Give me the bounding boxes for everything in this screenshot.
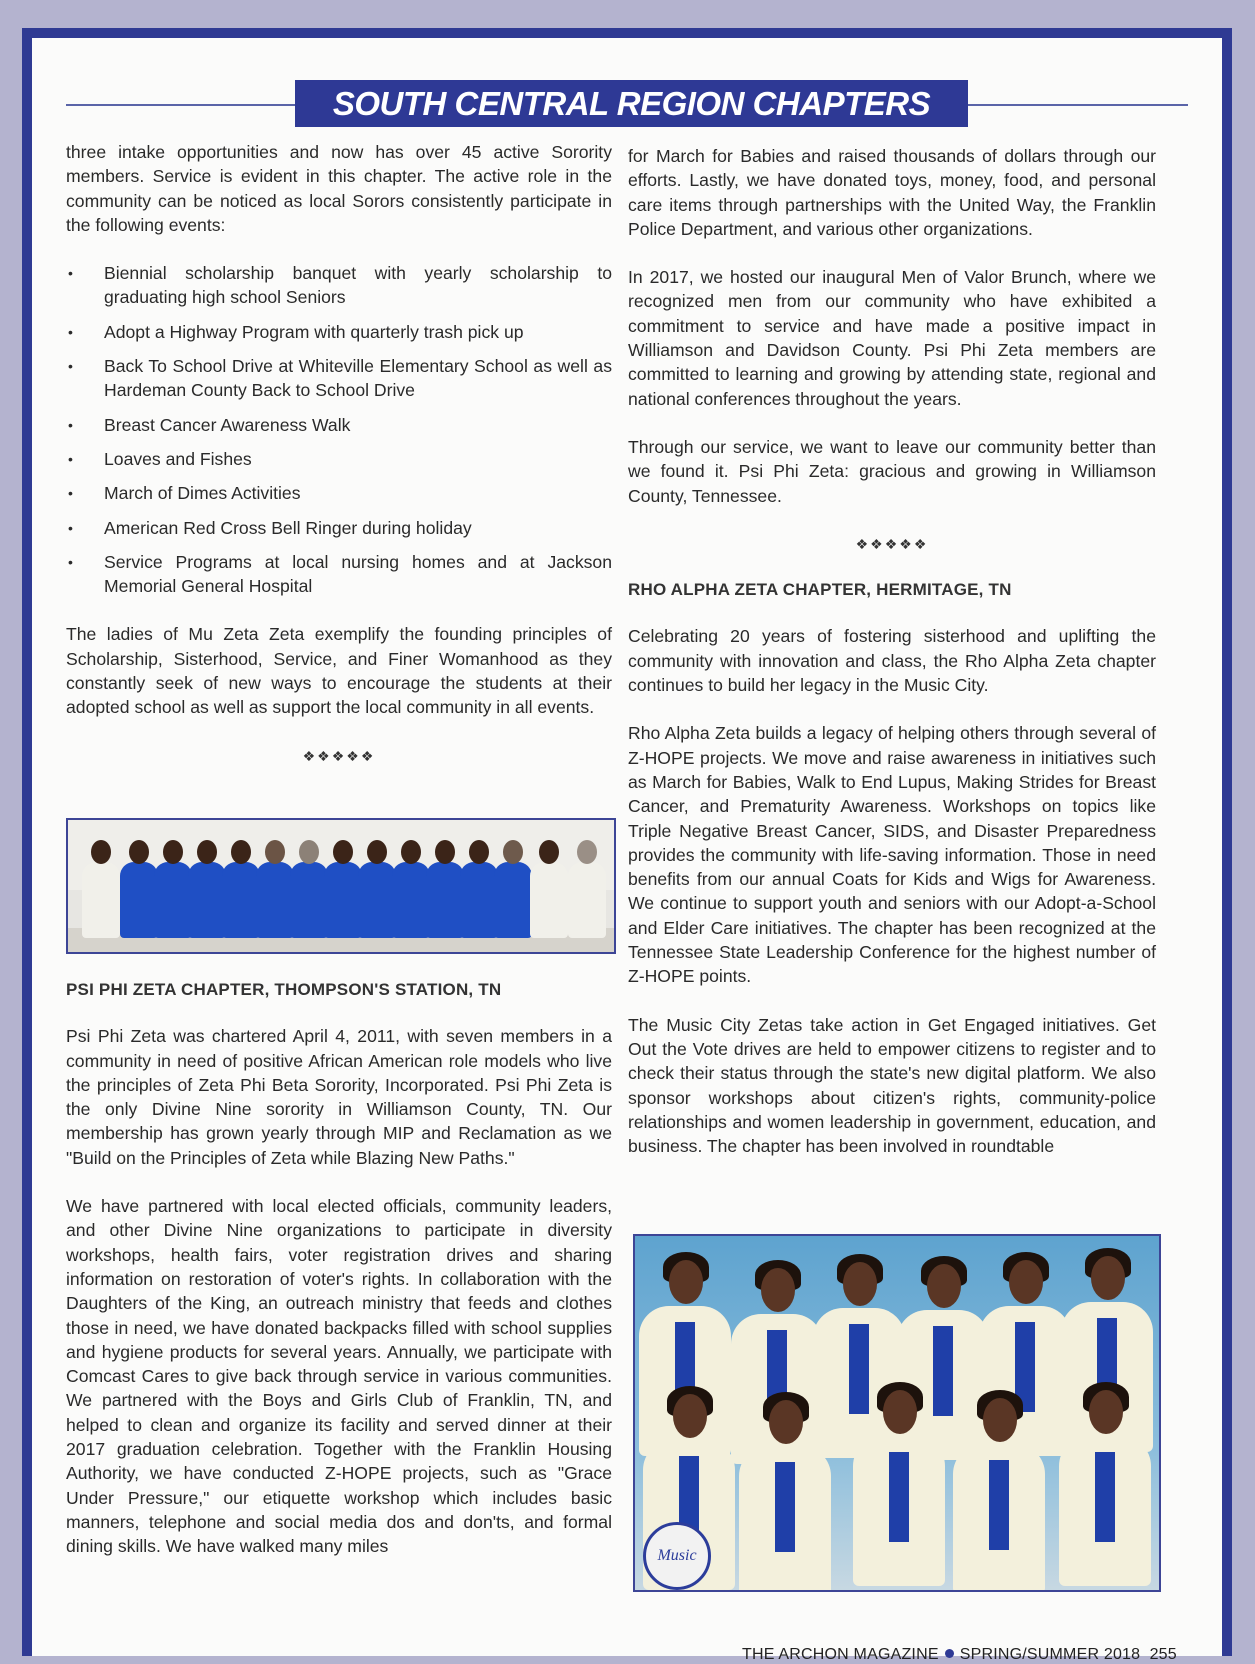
photo-person	[154, 862, 192, 938]
music-city-logo	[643, 1522, 711, 1590]
section-divider: ❖❖❖❖❖	[855, 535, 929, 552]
logo-text: Music	[657, 1547, 697, 1564]
photo-person	[953, 1444, 1045, 1592]
group-photo-rho-alpha-zeta	[633, 1234, 1161, 1592]
banner-rule-right	[966, 104, 1188, 106]
list-item: • March of Dimes Activities	[66, 481, 612, 505]
group-photo-mu-zeta-zeta	[66, 818, 616, 954]
page-frame	[22, 28, 1232, 1663]
photo-person	[494, 862, 532, 938]
psi-phi-zeta-heading: PSI PHI ZETA CHAPTER, THOMPSON'S STATION, TN	[66, 980, 502, 999]
page-footer	[742, 1646, 1177, 1664]
photo-person	[739, 1446, 831, 1592]
photo-person	[188, 862, 226, 938]
issue-label: SPRING/SUMMER 2018	[959, 1646, 1141, 1663]
photo-person	[731, 1314, 823, 1464]
closing-paragraph: The ladies of Mu Zeta Zeta exemplify the founding principles of Scholarship, Sisterhood, Service, and Finer Womanhood as they constantly seek of new ways to encourage the students at their adopted school as well as support the local community in all events.	[66, 624, 612, 718]
psi-phi-zeta-paragraph-4: In 2017, we hosted our inaugural Men of Valor Brunch, where we recognized men from our community who have exhibited a commitment to service and have made a positive impact in Williamson and Davidson County. Psi Phi Zeta members are committed to learning and growing by attending state, regional and national conferences throughout the years.	[628, 267, 1156, 409]
photo-person	[426, 862, 464, 938]
rho-alpha-zeta-paragraph-3: The Music City Zetas take action in Get Engaged initiatives. Get Out the Vote drives are held to empower citizens to register and to check their status through the state's new digital platform. We also sponsor workshops about citizen's rights, community-police relationships and women leadership in government, education, and business. The chapter has been involved in roundtable	[628, 1014, 1156, 1157]
photo-person	[120, 862, 158, 938]
list-item: • Breast Cancer Awareness Walk	[66, 413, 612, 437]
psi-phi-zeta-paragraph-1: Psi Phi Zeta was chartered April 4, 2011, with seven members in a community in need of positive African American role models who live the principles of Zeta Phi Beta Sorority, Incorporated. Psi Phi Zeta is the only Divine Nine sorority in Williamson County, TN. Our membership has grown yearly through MIP and Reclamation as we "Build on the Principles of Zeta while Blazing New Paths."	[66, 1026, 612, 1168]
list-item: • Back To School Drive at Whiteville Elementary School as well as Hardeman County Back to School Drive	[66, 354, 612, 403]
photo-person	[530, 862, 568, 938]
photo-person	[256, 862, 294, 938]
photo-person	[222, 862, 260, 938]
intro-paragraph: three intake opportunities and now has over 45 active Sorority members. Service is evident in this chapter. The active role in the community can be noticed as local Sorors consistently participate in the following events:	[66, 142, 612, 235]
photo-person	[392, 862, 430, 938]
rho-alpha-zeta-heading: RHO ALPHA ZETA CHAPTER, HERMITAGE, TN	[628, 580, 1012, 600]
photo-person	[358, 862, 396, 938]
rho-alpha-zeta-paragraph-2: Rho Alpha Zeta builds a legacy of helping others through several of Z-HOPE projects. We move and raise awareness in initiatives such as March for Babies, Walk to End Lupus, Making Strides for Breast Cancer, and Prematurity Awareness. Workshops on topics like Triple Negative Breast Cancer, SIDS, and Disaster Preparedness provides the community with life-saving information. Those in need benefits from our annual Coats for Kids and Wigs for Awareness. We continue to support youth and seniors with our Adopt-a-School and Elder Care initiatives. The chapter has been recognized at the Tennessee State Leadership Conference for the highest number of Z-HOPE points.	[628, 723, 1156, 987]
psi-phi-zeta-paragraph-5: Through our service, we want to leave our community better than we found it. Psi Phi Zeta: gracious and growing in Williamson County, Tennessee.	[628, 436, 1156, 506]
psi-phi-zeta-paragraph-2: We have partnered with local elected officials, community leaders, and other Divine Nine organizations to participate in diversity workshops, health fairs, voter registration drives and sharing information on restoration of voter's rights. In collaboration with the Daughters of the King, an outreach ministry that feeds and clothes those in need, we have donated backpacks filled with school supplies and hygiene products for several years. Annually, we participate with Comcast Cares to give back through service in various communities. We partnered with the Boys and Girls Club of Franklin, TN, and helped to clean and organize its facility and served dinner at their 2017 graduation celebration. Together with the Franklin Housing Authority, we have conducted Z-HOPE projects, such as "Grace Under Pressure," our etiquette workshop which includes basic manners, telephone and social media dos and don'ts, and formal dining skills. We have walked many miles	[66, 1196, 612, 1557]
list-item: • Adopt a Highway Program with quarterly trash pick up	[66, 320, 612, 344]
psi-phi-zeta-paragraph-3: for March for Babies and raised thousands of dollars through our efforts. Lastly, we have donated toys, money, food, and personal care items through partnerships with the United Way, the Franklin Police Department, and various other organizations.	[628, 146, 1156, 239]
banner-rule-left	[66, 104, 298, 106]
photo-person	[460, 862, 498, 938]
page-inner	[32, 38, 1222, 1663]
section-divider: ❖❖❖❖❖	[302, 747, 376, 764]
page-number: 255	[1149, 1646, 1177, 1663]
photo-person	[290, 862, 328, 938]
photo-person	[853, 1436, 945, 1586]
photo-person	[82, 862, 120, 938]
magazine-name: THE ARCHON MAGAZINE	[742, 1646, 939, 1663]
section-banner	[295, 80, 968, 127]
list-item: • Biennial scholarship banquet with yearly scholarship to graduating high school Seniors	[66, 261, 612, 310]
photo-person	[568, 862, 606, 938]
list-item: • American Red Cross Bell Ringer during holiday	[66, 516, 612, 540]
photo-person	[1059, 1436, 1151, 1586]
rho-alpha-zeta-paragraph-1: Celebrating 20 years of fostering sisterhood and uplifting the community with innovation and class, the Rho Alpha Zeta chapter continues to build her legacy in the Music City.	[628, 626, 1156, 696]
right-column	[628, 144, 1156, 1182]
left-column-bottom	[66, 978, 612, 1583]
list-item: • Loaves and Fishes	[66, 447, 612, 471]
photo-person	[324, 862, 362, 938]
events-list	[66, 261, 612, 598]
left-column-top	[66, 140, 612, 790]
footer-dot-icon	[945, 1649, 954, 1658]
list-item: • Service Programs at local nursing homes and at Jackson Memorial General Hospital	[66, 550, 612, 599]
banner-title: SOUTH CENTRAL REGION CHAPTERS	[332, 84, 931, 122]
